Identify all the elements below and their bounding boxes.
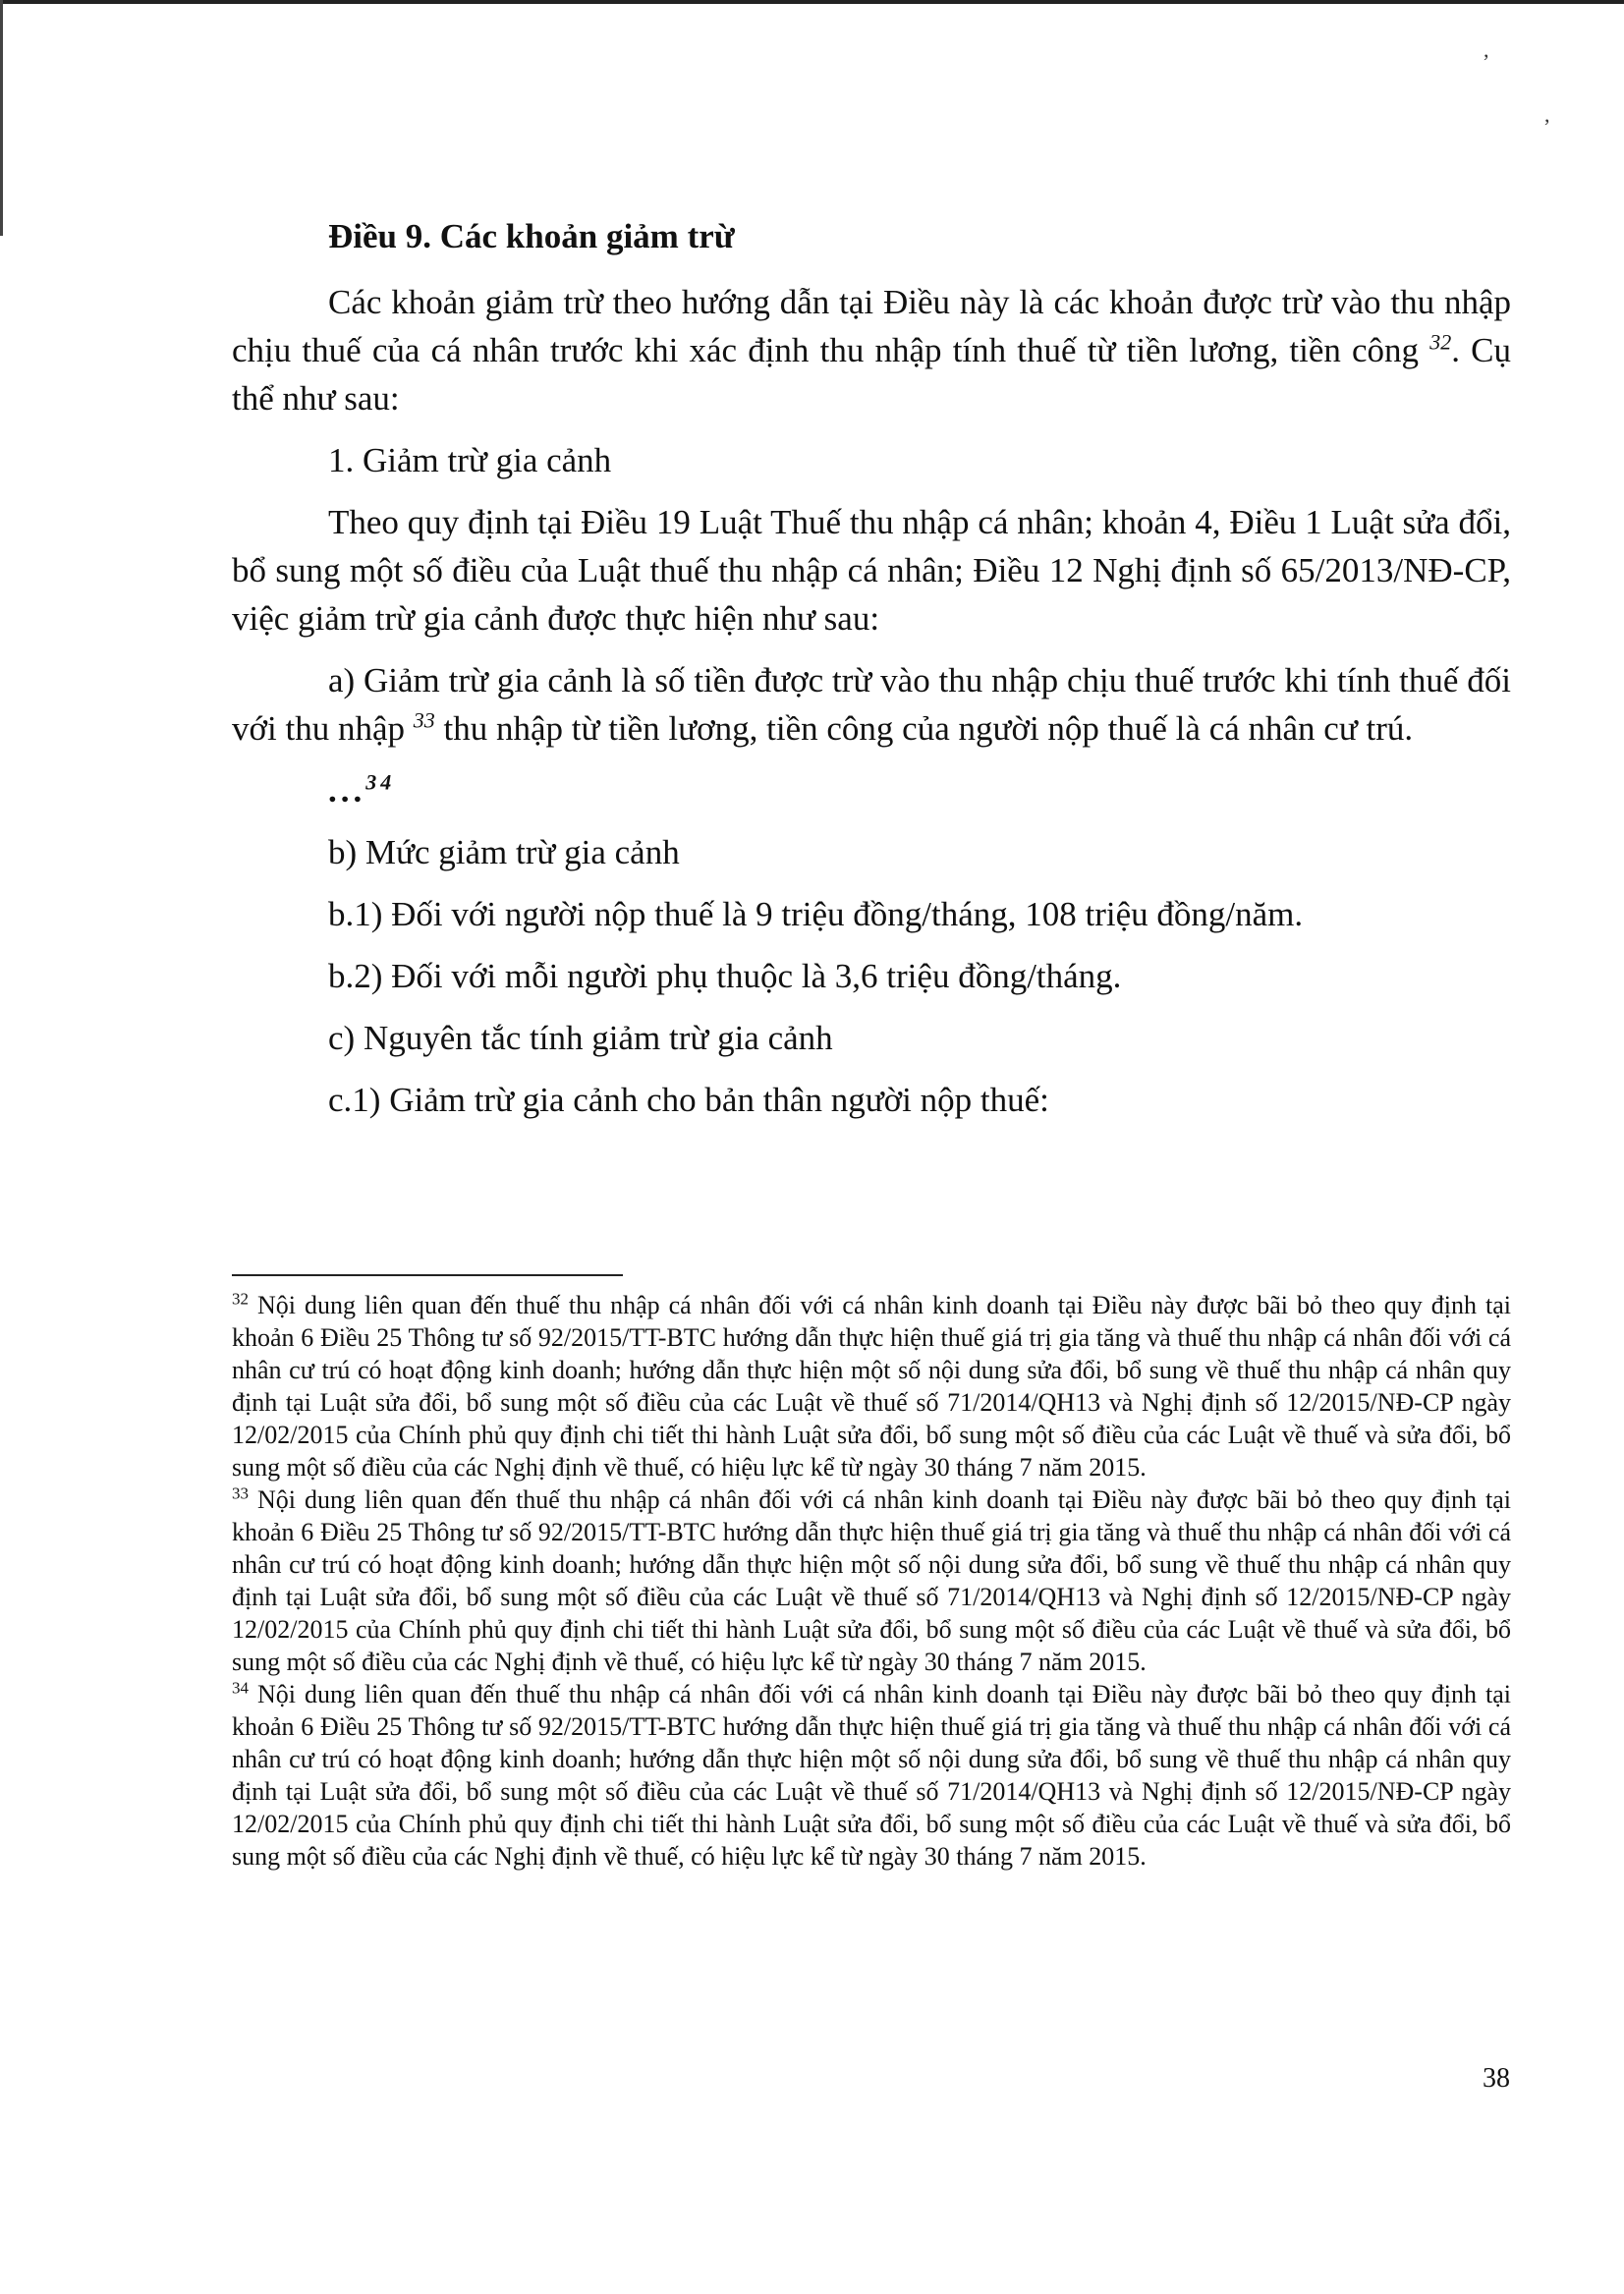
footnote-ref-32: 32 [1429, 329, 1452, 355]
scan-left-edge [0, 0, 3, 236]
footnotes [232, 1289, 1511, 1873]
footnote-34 [232, 1678, 1511, 1873]
footnote-32 [232, 1289, 1511, 1483]
intro-text-end: . Cụ thể như sau: [232, 331, 1511, 418]
footnote-number: 34 [232, 1678, 249, 1698]
scan-top-edge [0, 0, 1624, 4]
section-1-intro: Theo quy định tại Điều 19 Luật Thuế thu nhập cá nhân; khoản 4, Điều 1 Luật sửa đổi, bổ sung một số điều của Luật thuế thu nhập cá nhân; Điều 12 Nghị định số 65/2013/NĐ-CP, việc giảm trừ gia cảnh được thực hiện như sau: [232, 503, 1511, 638]
footnote-number: 32 [232, 1289, 249, 1309]
item-b2: b.2) Đối với mỗi người phụ thuộc là 3,6 triệu đồng/tháng. [328, 957, 1122, 995]
item-c1: c.1) Giảm trừ gia cảnh cho bản thân người nộp thuế: [328, 1081, 1049, 1119]
item-b: b) Mức giảm trừ gia cảnh [328, 833, 680, 871]
scan-speck: , [1544, 102, 1550, 127]
omitted-content [328, 766, 1511, 814]
article-body [232, 212, 1511, 1138]
footnote-text: Nội dung liên quan đến thuế thu nhập cá nhân đối với cá nhân kinh doanh tại Điều này được bãi bỏ theo quy định tại khoản 6 Điều 25 Thông tư số 92/2015/TT-BTC hướng dẫn thực hiện thuế giá trị gia tăng và thuế thu nhập cá nhân đối với cá nhân cư trú có hoạt động kinh doanh; hướng dẫn thực hiện một số nội dung sửa đổi, bổ sung về thuế thu nhập cá nhân quy định tại Luật sửa đổi, bổ sung một số điều của các Luật về thuế số 71/2014/QH13 và Nghị định số 12/2015/NĐ-CP ngày 12/02/2015 của Chính phủ quy định chi tiết thi hành Luật sửa đổi, bổ sung một số điều của các Luật về thuế và sửa đổi, bổ sung một số điều của các Nghị định về thuế, có hiệu lực kể từ ngày 30 tháng 7 năm 2015. [232, 1485, 1512, 1676]
ellipsis-mark: ... [328, 771, 366, 810]
footnote-ref-34: 34 [365, 769, 396, 795]
intro-text: Các khoản giảm trừ theo hướng dẫn tại Điều này là các khoản được trừ vào thu nhập chịu thuế của cá nhân trước khi xác định thu nhập tính thuế từ tiền lương, tiền công [232, 283, 1511, 369]
section-1-title: 1. Giảm trừ gia cảnh [328, 441, 612, 479]
footnote-33 [232, 1483, 1511, 1678]
footnote-separator [232, 1274, 623, 1276]
footnote-text: Nội dung liên quan đến thuế thu nhập cá nhân đối với cá nhân kinh doanh tại Điều này được bãi bỏ theo quy định tại khoản 6 Điều 25 Thông tư số 92/2015/TT-BTC hướng dẫn thực hiện thuế giá trị gia tăng và thuế thu nhập cá nhân đối với cá nhân cư trú có hoạt động kinh doanh; hướng dẫn thực hiện một số nội dung sửa đổi, bổ sung về thuế thu nhập cá nhân quy định tại Luật sửa đổi, bổ sung một số điều của các Luật về thuế số 71/2014/QH13 và Nghị định số 12/2015/NĐ-CP ngày 12/02/2015 của Chính phủ quy định chi tiết thi hành Luật sửa đổi, bổ sung một số điều của các Luật về thuế và sửa đổi, bổ sung một số điều của các Nghị định về thuế, có hiệu lực kể từ ngày 30 tháng 7 năm 2015. [232, 1680, 1512, 1871]
footnote-number: 33 [232, 1483, 249, 1503]
footnote-ref-33: 33 [413, 707, 435, 733]
scan-speck: , [1484, 37, 1489, 62]
item-c: c) Nguyên tắc tính giảm trừ gia cảnh [328, 1019, 833, 1057]
item-a-text-end: thu nhập từ tiền lương, tiền công của người nộp thuế là cá nhân cư trú. [434, 709, 1414, 748]
article-intro [232, 278, 1511, 422]
page-number: 38 [1483, 2063, 1510, 2094]
item-b1: b.1) Đối với người nộp thuế là 9 triệu đồng/tháng, 108 triệu đồng/năm. [328, 895, 1304, 933]
footnote-text: Nội dung liên quan đến thuế thu nhập cá nhân đối với cá nhân kinh doanh tại Điều này được bãi bỏ theo quy định tại khoản 6 Điều 25 Thông tư số 92/2015/TT-BTC hướng dẫn thực hiện thuế giá trị gia tăng và thuế thu nhập cá nhân đối với cá nhân cư trú có hoạt động kinh doanh; hướng dẫn thực hiện một số nội dung sửa đổi, bổ sung về thuế thu nhập cá nhân quy định tại Luật sửa đổi, bổ sung một số điều của các Luật về thuế số 71/2014/QH13 và Nghị định số 12/2015/NĐ-CP ngày 12/02/2015 của Chính phủ quy định chi tiết thi hành Luật sửa đổi, bổ sung một số điều của các Luật về thuế và sửa đổi, bổ sung một số điều của các Nghị định về thuế, có hiệu lực kể từ ngày 30 tháng 7 năm 2015. [232, 1291, 1512, 1482]
item-a-text: a) Giảm trừ gia cảnh là số tiền được trừ vào thu nhập chịu thuế trước khi tính thuế đối với thu nhập [232, 661, 1511, 748]
article-heading: Điều 9. Các khoản giảm trừ [328, 217, 735, 255]
item-a [232, 656, 1511, 753]
